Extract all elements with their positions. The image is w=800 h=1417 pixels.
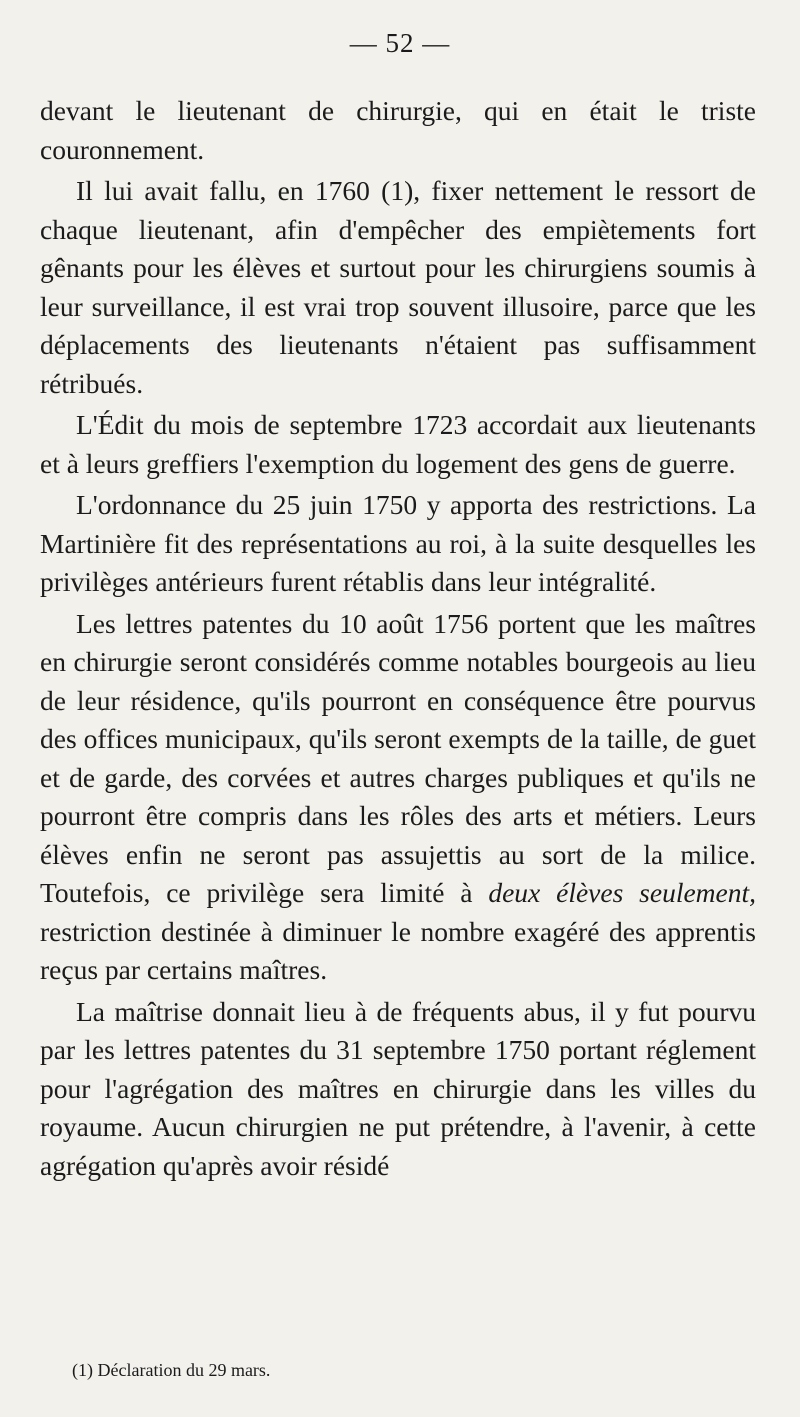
paragraph-1: devant le lieutenant de chirurgie, qui en était le triste couronnement.: [40, 95, 756, 165]
footnote: (1) Déclaration du 29 mars.: [72, 1360, 271, 1380]
paragraph-5-text: Les lettres patentes du 10 août 1756 portent que les maîtres en chirurgie seront considérés comme notables bourgeois au lieu de leur résidence, qu'ils pourront en conséquence être pourvus des offices municipaux, qu'ils seront exempts de la taille, de guet et de garde, des corvées et autres charges publiques et qu'ils ne pourront être compris dans les rôles des arts et métiers. Leurs élèves enfin ne seront pas assujettis au sort de la milice. Toutefois, ce privilège sera limité à: [40, 607, 756, 908]
paragraph-4: L'ordonnance du 25 juin 1750 y apporta des restrictions. La Martinière fit des représentations au roi, à la suite desquelles les privilèges antérieurs furent rétablis dans leur intégralité.: [40, 489, 756, 597]
emphasized-phrase: deux élèves seulement,: [488, 877, 756, 908]
body-text: [40, 92, 756, 1185]
paragraph-3: L'Édit du mois de septembre 1723 accordait aux lieutenants et à leurs greffiers l'exemption du logement des gens de guerre.: [40, 409, 756, 479]
paragraph-2: Il lui avait fallu, en 1760 (1), fixer nettement le ressort de chaque lieutenant, afin d'empêcher des empiètements fort gênants pour les élèves et surtout pour les chirurgiens soumis à leur surveillance, il est vrai trop souvent illusoire, parce que les déplacements des lieutenants n'étaient pas suffisamment rétribués.: [40, 175, 756, 399]
paragraph-5: [40, 605, 756, 990]
paragraph-6: La maîtrise donnait lieu à de fréquents abus, il y fut pourvu par les lettres patentes du 31 septembre 1750 portant réglement pour l'agrégation des maîtres en chirurgie dans les villes du royaume. Aucun chirurgien ne put prétendre, à l'avenir, à cette agrégation qu'après avoir résidé: [40, 995, 756, 1181]
page-number: — 52 —: [349, 28, 451, 58]
paragraph-5-text-end: restriction destinée à diminuer le nombre exagéré des apprentis reçus par certains maîtres.: [40, 915, 756, 985]
